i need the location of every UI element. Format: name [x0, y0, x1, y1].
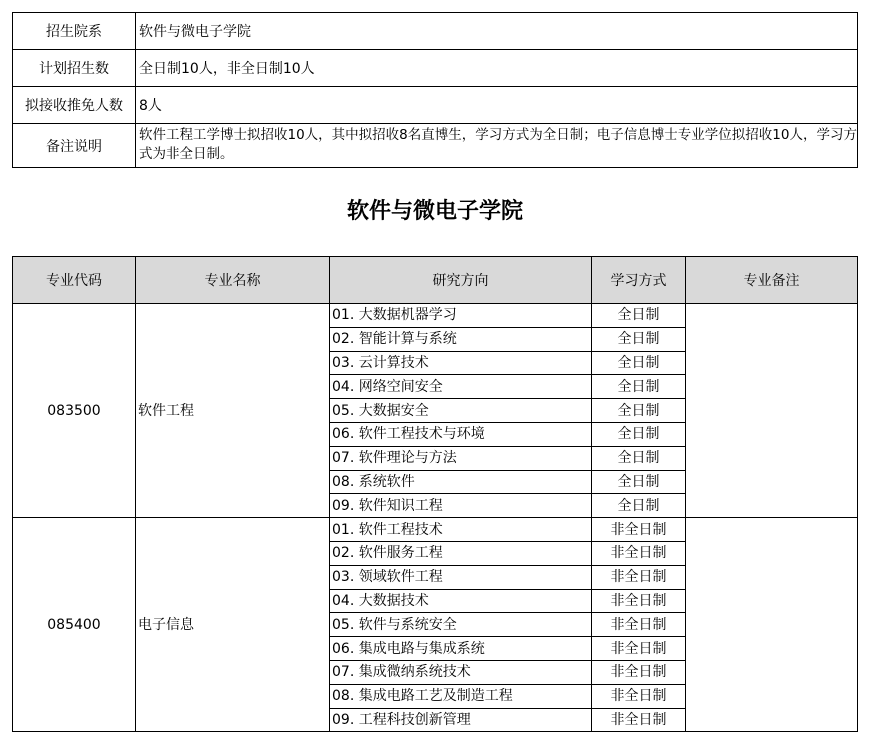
research-direction: 05. 大数据安全	[330, 399, 592, 423]
research-direction: 01. 软件工程技术	[330, 518, 592, 542]
major-code: 085400	[13, 518, 136, 732]
study-mode: 非全日制	[592, 684, 686, 708]
research-direction: 09. 工程科技创新管理	[330, 708, 592, 732]
info-table	[12, 12, 858, 168]
info-row-college	[13, 13, 858, 50]
study-mode: 非全日制	[592, 518, 686, 542]
study-mode: 全日制	[592, 470, 686, 494]
header-row	[13, 257, 858, 304]
study-mode: 非全日制	[592, 541, 686, 565]
research-direction: 07. 集成微纳系统技术	[330, 660, 592, 684]
study-mode: 非全日制	[592, 660, 686, 684]
study-mode: 非全日制	[592, 613, 686, 637]
research-direction: 03. 云计算技术	[330, 351, 592, 375]
table-row	[13, 304, 858, 328]
research-direction: 08. 系统软件	[330, 470, 592, 494]
header-mode: 学习方式	[592, 257, 686, 304]
info-value: 全日制10人，非全日制10人	[136, 50, 858, 87]
info-label: 备注说明	[13, 124, 136, 168]
study-mode: 非全日制	[592, 589, 686, 613]
research-direction: 03. 领域软件工程	[330, 565, 592, 589]
study-mode: 全日制	[592, 399, 686, 423]
header-remark: 专业备注	[686, 257, 858, 304]
research-direction: 04. 网络空间安全	[330, 375, 592, 399]
study-mode: 非全日制	[592, 565, 686, 589]
header-code: 专业代码	[13, 257, 136, 304]
info-value: 软件工程工学博士拟招收10人，其中拟招收8名直博生，学习方式为全日制；电子信息博士专业学位拟招收10人，学习方式为非全日制。	[136, 124, 858, 168]
study-mode: 全日制	[592, 422, 686, 446]
study-mode: 全日制	[592, 351, 686, 375]
research-direction: 05. 软件与系统安全	[330, 613, 592, 637]
study-mode: 全日制	[592, 375, 686, 399]
header-direction: 研究方向	[330, 257, 592, 304]
info-row-note	[13, 124, 858, 168]
info-row-exempt	[13, 87, 858, 124]
table-row	[13, 518, 858, 542]
research-direction: 06. 集成电路与集成系统	[330, 637, 592, 661]
majors-table	[12, 256, 858, 732]
info-label: 计划招生数	[13, 50, 136, 87]
college-title: 软件与微电子学院	[346, 199, 523, 224]
study-mode: 非全日制	[592, 637, 686, 661]
info-label: 拟接收推免人数	[13, 87, 136, 124]
research-direction: 06. 软件工程技术与环境	[330, 422, 592, 446]
research-direction: 02. 软件服务工程	[330, 541, 592, 565]
research-direction: 04. 大数据技术	[330, 589, 592, 613]
research-direction: 07. 软件理论与方法	[330, 446, 592, 470]
major-remark	[686, 518, 858, 732]
research-direction: 01. 大数据机器学习	[330, 304, 592, 328]
study-mode: 全日制	[592, 494, 686, 518]
major-code: 083500	[13, 304, 136, 518]
major-name: 电子信息	[136, 518, 330, 732]
study-mode: 全日制	[592, 327, 686, 351]
major-name: 软件工程	[136, 304, 330, 518]
info-row-plan	[13, 50, 858, 87]
info-value: 软件与微电子学院	[136, 13, 858, 50]
research-direction: 02. 智能计算与系统	[330, 327, 592, 351]
study-mode: 非全日制	[592, 708, 686, 732]
study-mode: 全日制	[592, 304, 686, 328]
info-value: 8人	[136, 87, 858, 124]
info-label: 招生院系	[13, 13, 136, 50]
major-remark	[686, 304, 858, 518]
header-name: 专业名称	[136, 257, 330, 304]
research-direction: 09. 软件知识工程	[330, 494, 592, 518]
study-mode: 全日制	[592, 446, 686, 470]
research-direction: 08. 集成电路工艺及制造工程	[330, 684, 592, 708]
